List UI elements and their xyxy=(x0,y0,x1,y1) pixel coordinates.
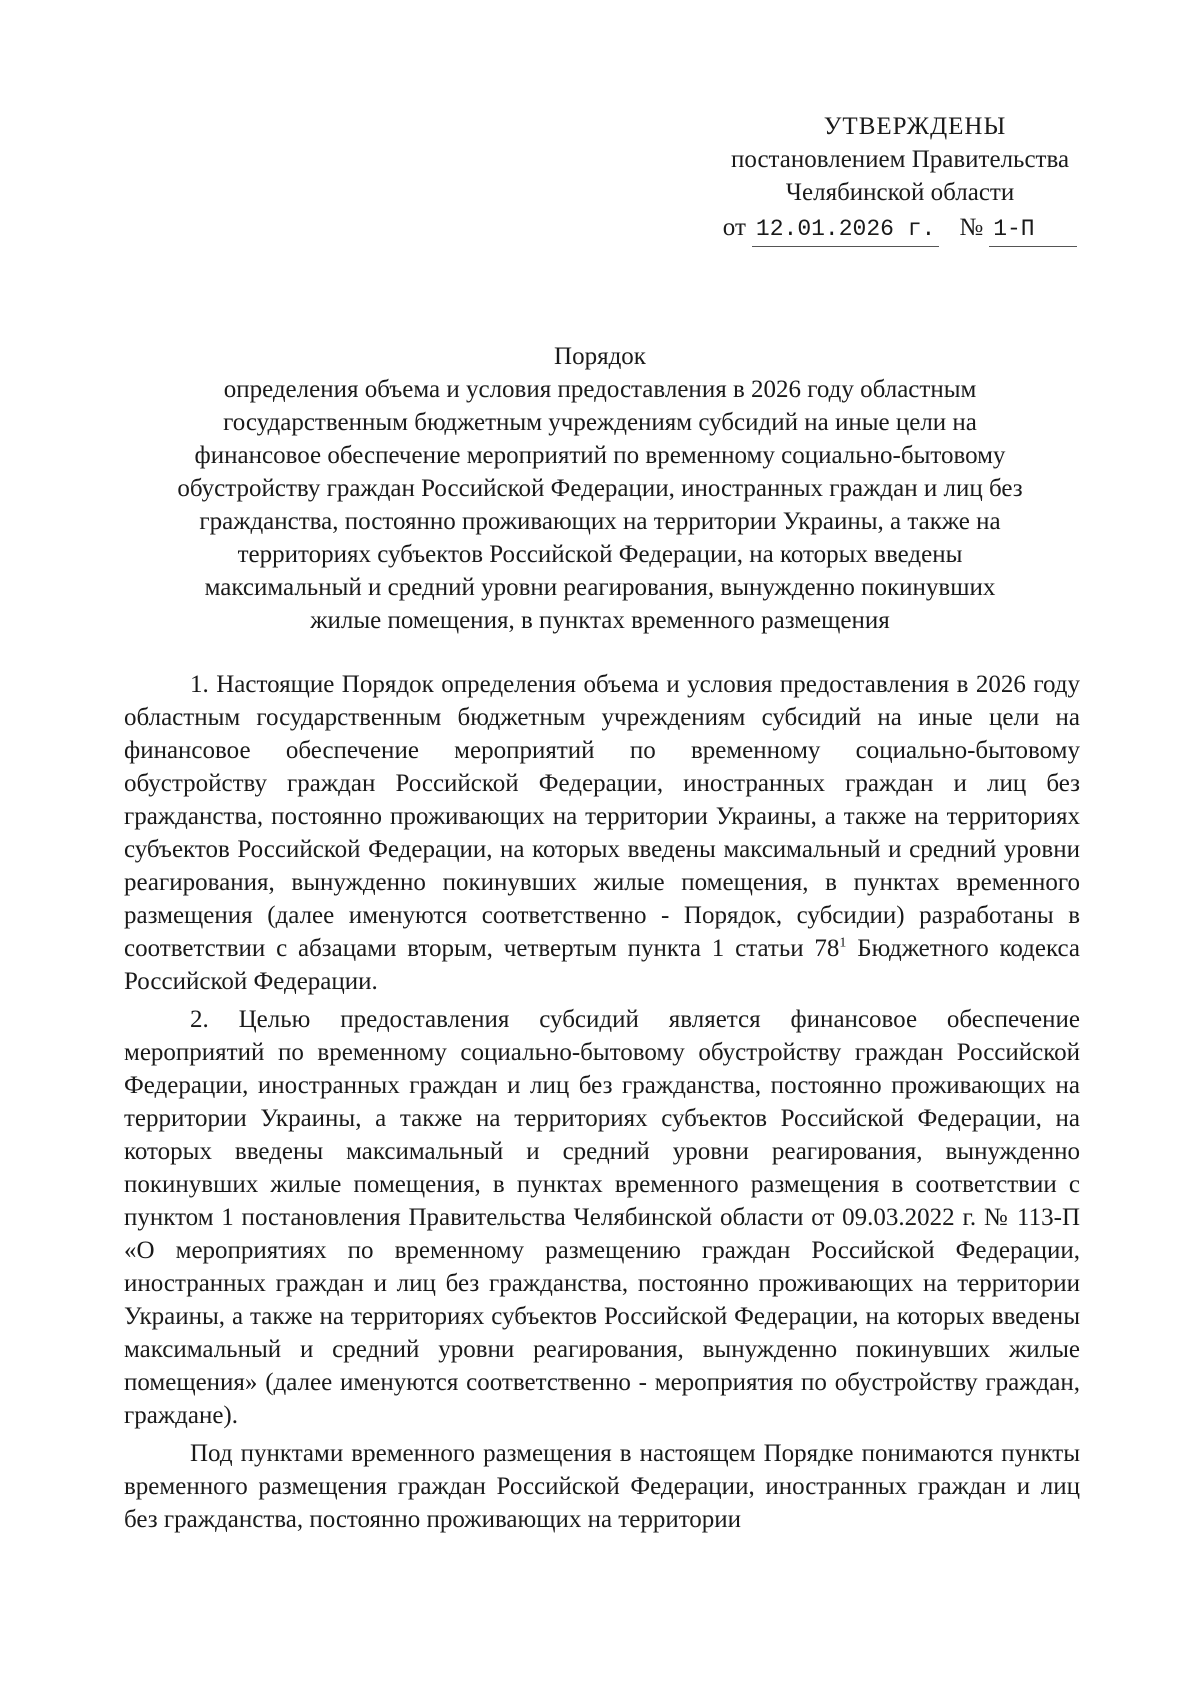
title-line: финансовое обеспечение мероприятий по временному социально-бытовому xyxy=(194,442,1006,469)
approval-line-1: постановлением Правительства xyxy=(730,146,1070,173)
title-line: жилые помещения, в пунктах временного размещения xyxy=(310,607,890,634)
doc-name: Порядок xyxy=(554,343,646,370)
title-line: максимальный и средний уровни реагирования, вынужденно покинувших xyxy=(204,574,996,601)
document-title xyxy=(120,340,1080,637)
title-line: государственным бюджетным учреждениям субсидий на иные цели на xyxy=(223,409,977,436)
paragraph-1-tail: Бюджетного кодекса Российской Федерации. xyxy=(124,935,1081,995)
paragraph-1-text: 1. Настоящие Порядок определения объема и условия предоставления в 2026 году областным государственным бюджетным учреждениям субсидий на иные цели на финансовое обеспечение мероприятий по временному социально-бытовому обустройству граждан Российской Федерации, иностранных граждан и лиц без гражданства, постоянно проживающих на территории Украины, а также на территориях субъектов Российской Федерации, на которых введены максимальный и средний уровни реагирования, вынужденно покинувших жилые помещения, в пунктах временного размещения (далее именуются соответственно - Порядок, субсидии) разработаны в соответствии с абзацами вторым, четвертым пункта 1 статьи 78 xyxy=(124,671,1080,962)
title-line: обустройству граждан Российской Федерации, иностранных граждан и лиц без xyxy=(177,475,1023,502)
title-line: определения объема и условия предоставления в 2026 году областным xyxy=(223,376,977,403)
paragraph-3: Под пунктами временного размещения в настоящем Порядке понимаются пункты временного размещения граждан Российской Федерации, иностранных граждан и лиц без гражданства, постоянно проживающих на территории xyxy=(124,1440,1080,1533)
paragraph-1 xyxy=(124,668,1080,998)
approval-stamp xyxy=(690,110,1110,247)
title-line: гражданства, постоянно проживающих на территории Украины, а также на xyxy=(199,508,1001,535)
approval-date-line xyxy=(690,211,1110,247)
paragraph-2: 2. Целью предоставления субсидий является финансовое обеспечение мероприятий по временному социально-бытовому обустройству граждан Российской Федерации, иностранных граждан и лиц без гражданства, постоянно проживающих на территории Украины, а также на территориях субъектов Российской Федерации, на которых введены максимальный и средний уровни реагирования, вынужденно покинувших жилые помещения, в пунктах временного размещения в соответствии с пунктом 1 постановления Правительства Челябинской области от 09.03.2022 г. № 113-П «О мероприятиях по временному размещению граждан Российской Федерации, иностранных граждан и лиц без гражданства, постоянно проживающих на территории Украины, а также на территориях субъектов Российской Федерации, на которых введены максимальный и средний уровни реагирования, вынужденно покинувших жилые помещения» (далее именуются соответственно - мероприятия по обустройству граждан, граждане). xyxy=(124,1006,1080,1429)
date-prefix: от xyxy=(722,214,746,241)
date-value: 12.01.2026 г. xyxy=(752,213,939,247)
title-line: территориях субъектов Российской Федерации, на которых введены xyxy=(237,541,963,568)
paragraph-1-superscript: 1 xyxy=(839,935,847,951)
document-body xyxy=(124,668,1080,1541)
approval-line-2: Челябинской области xyxy=(785,179,1015,206)
number-prefix: № xyxy=(959,214,984,241)
number-value: 1-П xyxy=(989,213,1077,247)
approval-heading: УТВЕРЖДЕНЫ xyxy=(823,113,1007,140)
